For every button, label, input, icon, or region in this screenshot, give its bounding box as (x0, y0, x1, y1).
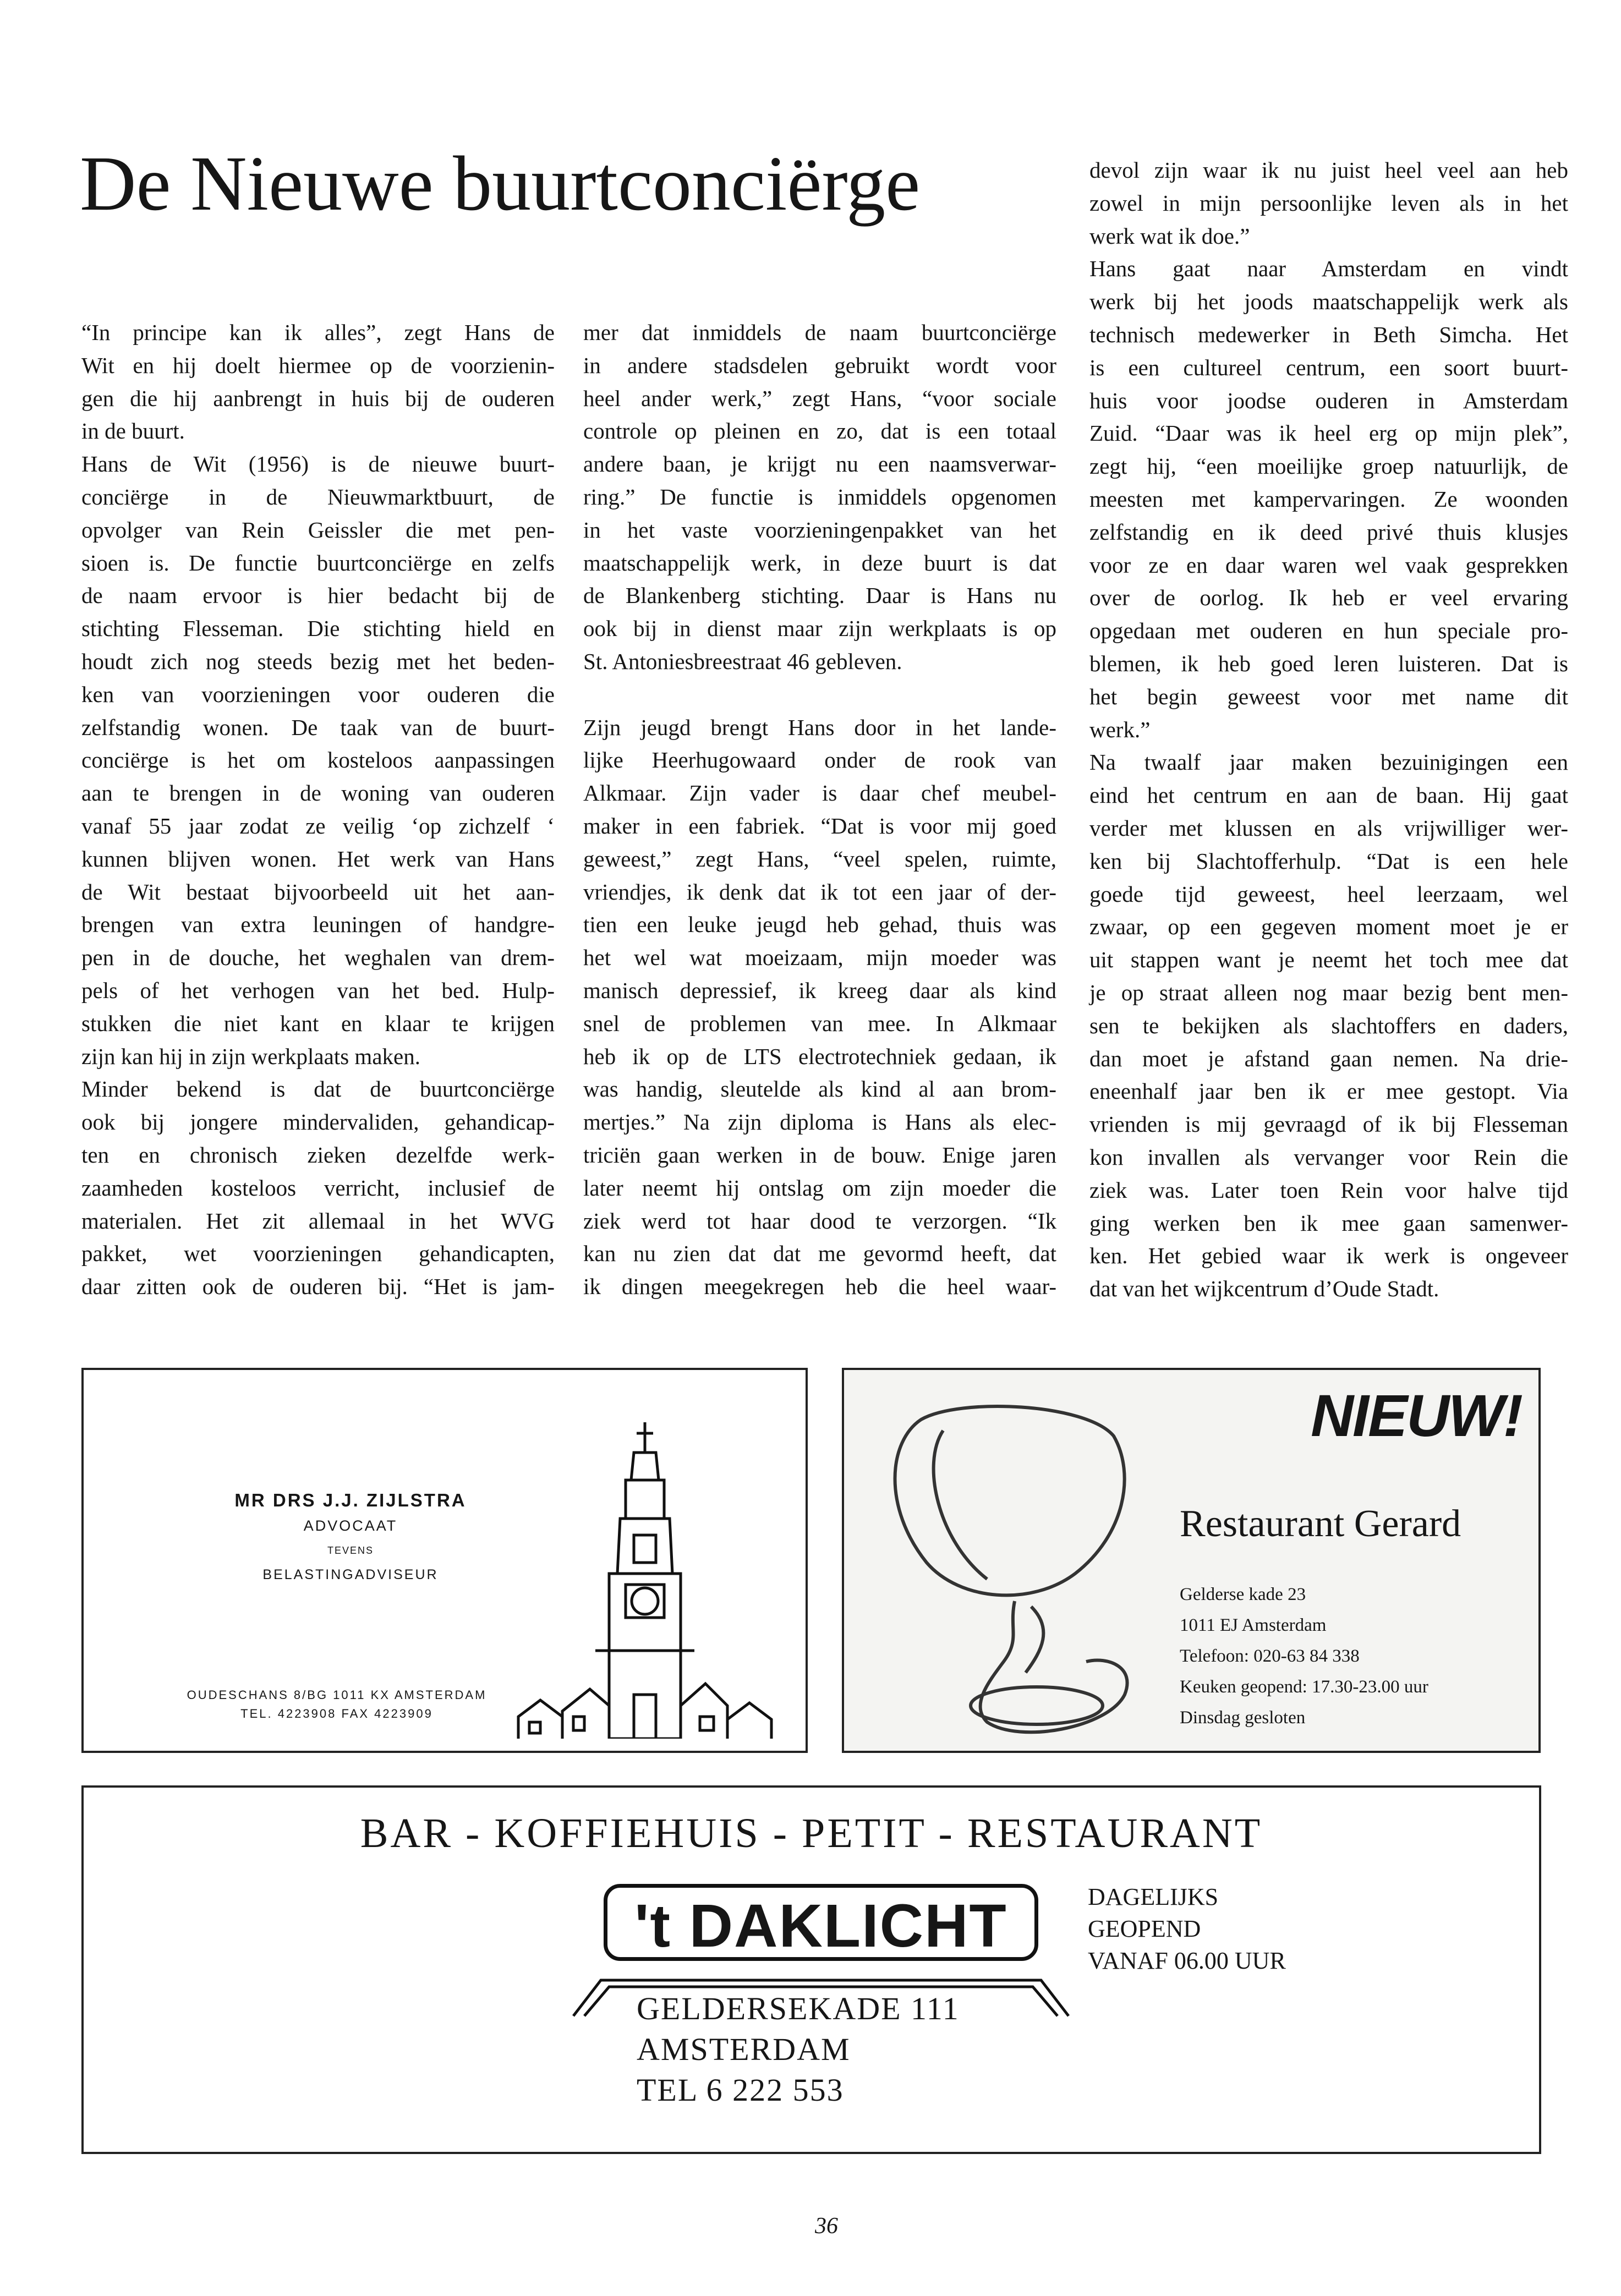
article-line: ken bij Slachtofferhulp. “Dat is een hele (1089, 848, 1568, 874)
article-line: werk.” (1089, 716, 1151, 742)
article-line: daar zitten ook de ouderen bij. “Het is jam- (81, 1274, 555, 1300)
article-line: in het vaste voorzieningenpakket van het (583, 517, 1056, 543)
article-line: in andere stadsdelen gebruikt wordt voor (583, 352, 1056, 378)
restaurant-line: Gelderse kade 23 (1180, 1585, 1306, 1604)
daklicht-address: GELDERSEKADE 111 (637, 1991, 960, 2026)
article-line: zelfstandig wonen. De taak van de buurt- (81, 714, 555, 740)
article-line: zwaar, op een gegeven moment moet je er (1089, 914, 1568, 940)
article-line: ring.” De functie is inmiddels opgenomen (583, 484, 1056, 509)
daklicht-hours: VANAF 06.00 UUR (1088, 1947, 1286, 1974)
article-line: sioen is. De functie buurtconciërge en zelfs (81, 550, 555, 576)
article-line: ging werken ben ik mee gaan samenwer- (1089, 1210, 1568, 1236)
article-line: devol zijn waar ik nu juist heel veel aan heb (1089, 157, 1568, 183)
daklicht-address: AMSTERDAM (637, 2031, 851, 2067)
article-line: Minder bekend is dat de buurtconciërge (81, 1076, 555, 1102)
daklicht-logo: 't DAKLICHT (604, 1884, 1038, 1961)
article-line: maker in een fabriek. “Dat is voor mij goed (583, 813, 1056, 839)
article-line: dan moet je afstand gaan nemen. Na drie- (1089, 1045, 1568, 1071)
article-line: vanaf 55 jaar zodat ze veilig ‘op zichzelf ‘ (81, 813, 555, 839)
article-line: het wel wat moeizaam, mijn moeder was (583, 945, 1056, 971)
article-column-2 (583, 316, 1056, 1303)
lawyer-name: MR DRS J.J. ZIJLSTRA (234, 1490, 467, 1510)
article-line: ten en chronisch zieken dezelfde werk- (81, 1142, 555, 1168)
article-line: de Blankenberg stichting. Daar is Hans nu (583, 583, 1056, 609)
article-line: conciërge in de Nieuwmarktbuurt, de (81, 484, 555, 509)
article-line: Wit en hij doelt hiermee op de voorzienin- (81, 352, 555, 378)
restaurant-line: Keuken geopend: 17.30-23.00 uur (1180, 1677, 1428, 1697)
article-line: eind het centrum en aan de baan. Hij gaat (1089, 782, 1568, 808)
article-line: blemen, ik heb goed leren luisteren. Dat is (1089, 650, 1568, 676)
article-line: Hans de Wit (1956) is de nieuwe buurt- (81, 451, 555, 477)
article-line: werk wat ik doe.” (1089, 223, 1250, 249)
article-line: mertjes.” Na zijn diploma is Hans als elec- (583, 1109, 1056, 1135)
article-line: de naam ervoor is hier bedacht bij de (81, 583, 555, 609)
daklicht-address: TEL 6 222 553 (637, 2072, 844, 2108)
lawyer-phones: TEL. 4223908 FAX 4223909 (240, 1707, 433, 1720)
wine-glass-icon (877, 1398, 1185, 1739)
article-line: ook bij jongere mindervaliden, gehandicap- (81, 1109, 555, 1135)
article-line: andere baan, je krijgt nu een naamsverwar- (583, 451, 1056, 477)
article-line: is een cultureel centrum, een soort buurt- (1089, 354, 1568, 380)
ad-daklicht (81, 1785, 1541, 2154)
article-line: meesten met kampervaringen. Ze woonden (1089, 486, 1568, 512)
article-line: stichting Flesseman. Die stichting hield en (81, 616, 555, 642)
article-line: mer dat inmiddels de naam buurtconciërge (583, 320, 1056, 345)
ad-restaurant (842, 1368, 1541, 1753)
article-line: kunnen blijven wonen. Het werk van Hans (81, 846, 555, 872)
article-line: opvolger van Rein Geissler die met pen- (81, 517, 555, 543)
article-line: kan nu zien dat dat me gevormd heeft, dat (583, 1241, 1056, 1267)
article-line: stukken die niet kant en klaar te krijgen (81, 1010, 555, 1036)
ad-lawyer (81, 1368, 808, 1753)
article-line: zijn kan hij in zijn werkplaats maken. (81, 1043, 420, 1069)
article-line: ook bij in dienst maar zijn werkplaats is op (583, 616, 1056, 642)
article-line: manisch depressief, ik kreeg daar als kind (583, 977, 1056, 1003)
article-line: zelfstandig en ik deed privé thuis klusjes (1089, 519, 1568, 545)
article-title: De Nieuwe buurtconciërge (80, 140, 921, 227)
article-column-3 (1089, 154, 1568, 1306)
restaurant-line: Telefoon: 020-63 84 338 (1180, 1646, 1360, 1666)
article-line: over de oorlog. Ik heb er veel ervaring (1089, 585, 1568, 611)
restaurant-name: Restaurant Gerard (1180, 1503, 1461, 1545)
article-line: pels of het verhogen van het bed. Hulp- (81, 977, 555, 1003)
article-line: kon invallen als vervanger voor Rein die (1089, 1144, 1568, 1170)
article-line: eneenhalf jaar ben ik er mee gestopt. Via (1089, 1078, 1568, 1104)
article-line: uit stappen want je neemt het toch mee dat (1089, 947, 1568, 973)
article-line: sen te bekijken als slachtoffers en daders, (1089, 1012, 1568, 1038)
article-line: gen die hij aanbrengt in huis bij de ouderen (81, 385, 555, 411)
article-line: aan te brengen in de woning van ouderen (81, 780, 555, 806)
article-line: vrienden is mij gevraagd of ik bij Flesseman (1089, 1111, 1568, 1137)
article-line: zowel in mijn persoonlijke leven als in het (1089, 190, 1568, 216)
article-line: goede tijd geweest, heel leerzaam, wel (1089, 881, 1568, 907)
article-line: ik dingen meegekregen heb die heel waar- (583, 1274, 1056, 1300)
article-line: ken van voorzieningen voor ouderen die (81, 681, 555, 707)
article-column-1 (81, 316, 555, 1303)
lawyer-role2: BELASTINGADVISEUR (262, 1567, 439, 1582)
article-line: maatschappelijk werk, in deze buurt is dat (583, 550, 1056, 576)
article-line: opgedaan met ouderen en hun speciale pro- (1089, 618, 1568, 644)
article-line: werk bij het joods maatschappelijk werk als (1089, 289, 1568, 315)
article-line: houdt zich nog steeds bezig met het beden- (81, 648, 555, 674)
article-line: verder met klussen en als vrijwilliger wer- (1089, 815, 1568, 841)
new-badge: NIEUW! (1311, 1382, 1522, 1449)
article-line: Zuid. “Daar was ik heel erg op mijn plek”, (1089, 420, 1568, 446)
article-line: pen in de douche, het weghalen van drem- (81, 945, 555, 971)
article-line: in de buurt. (81, 418, 185, 444)
article-line: zaamheden kosteloos verricht, inclusief de (81, 1175, 555, 1201)
article-line: vriendjes, ik denk dat ik tot een jaar of der- (583, 879, 1056, 905)
article-line: pakket, wet voorzieningen gehandicapten, (81, 1241, 555, 1267)
restaurant-line: Dinsdag gesloten (1180, 1708, 1306, 1728)
article-line: ken. Het gebied waar ik werk is ongeveer (1089, 1243, 1568, 1269)
article-line: St. Antoniesbreestraat 46 gebleven. (583, 648, 902, 674)
daklicht-hours: GEOPEND (1088, 1915, 1201, 1942)
article-line: technisch medewerker in Beth Simcha. Het (1089, 321, 1568, 347)
church-tower-icon (507, 1420, 793, 1739)
article-line: de Wit bestaat bijvoorbeeld uit het aan- (81, 879, 555, 905)
article-line: geweest,” zegt Hans, “veel spelen, ruimte, (583, 846, 1056, 872)
article-line: voor ze en daar waren wel vaak gesprekken (1089, 552, 1568, 578)
article-line: materialen. Het zit allemaal in het WVG (81, 1208, 555, 1234)
lawyer-role: ADVOCAAT (303, 1517, 398, 1534)
article-line: heb ik op de LTS electrotechniek gedaan, ik (583, 1043, 1056, 1069)
article-line: ziek was. Later toen Rein voor halve tijd (1089, 1177, 1568, 1203)
restaurant-line: 1011 EJ Amsterdam (1180, 1615, 1327, 1635)
article-line: Zijn jeugd brengt Hans door in het lande- (583, 714, 1056, 740)
article-line: triciën gaan werken in de bouw. Enige jaren (583, 1142, 1056, 1168)
article-line: zegt hij, “een moeilijke groep natuurlijk, de (1089, 453, 1568, 479)
article-line: huis voor joodse ouderen in Amsterdam (1089, 387, 1568, 413)
article-line: het begin geweest voor met name dit (1089, 683, 1568, 709)
article-line: heel ander werk,” zegt Hans, “voor sociale (583, 385, 1056, 411)
daklicht-hours: DAGELIJKS (1088, 1883, 1219, 1910)
article-line: later neemt hij ontslag om zijn moeder die (583, 1175, 1056, 1201)
article-line: dat van het wijkcentrum d’Oude Stadt. (1089, 1276, 1439, 1302)
lawyer-address: OUDESCHANS 8/BG 1011 KX AMSTERDAM (187, 1688, 487, 1702)
article-line: lijke Heerhugowaard onder de rook van (583, 747, 1056, 773)
page-number: 36 (815, 2213, 838, 2239)
article-line: snel de problemen van mee. In Alkmaar (583, 1010, 1056, 1036)
article-line: was handig, sleutelde als kind al aan brom- (583, 1076, 1056, 1102)
article-line (583, 678, 1056, 711)
article-line: controle op pleinen en zo, dat is een totaal (583, 418, 1056, 444)
daklicht-headline: BAR - KOFFIEHUIS - PETIT - RESTAURANT (360, 1810, 1263, 1856)
article-line: brengen van extra leuningen of handgre- (81, 912, 555, 938)
article-line: “In principe kan ik alles”, zegt Hans de (81, 320, 555, 345)
article-line: conciërge is het om kosteloos aanpassingen (81, 747, 555, 773)
article-line: Alkmaar. Zijn vader is daar chef meubel- (583, 780, 1056, 806)
lawyer-tevens: TEVENS (327, 1545, 374, 1556)
article-line: je op straat alleen nog maar bezig bent men- (1089, 979, 1568, 1005)
article-line: tien een leuke jeugd heb gehad, thuis was (583, 912, 1056, 938)
article-line: Hans gaat naar Amsterdam en vindt (1089, 256, 1568, 282)
article-line: Na twaalf jaar maken bezuinigingen een (1089, 749, 1568, 775)
article-line: ziek werd tot haar dood te verzorgen. “Ik (583, 1208, 1056, 1234)
